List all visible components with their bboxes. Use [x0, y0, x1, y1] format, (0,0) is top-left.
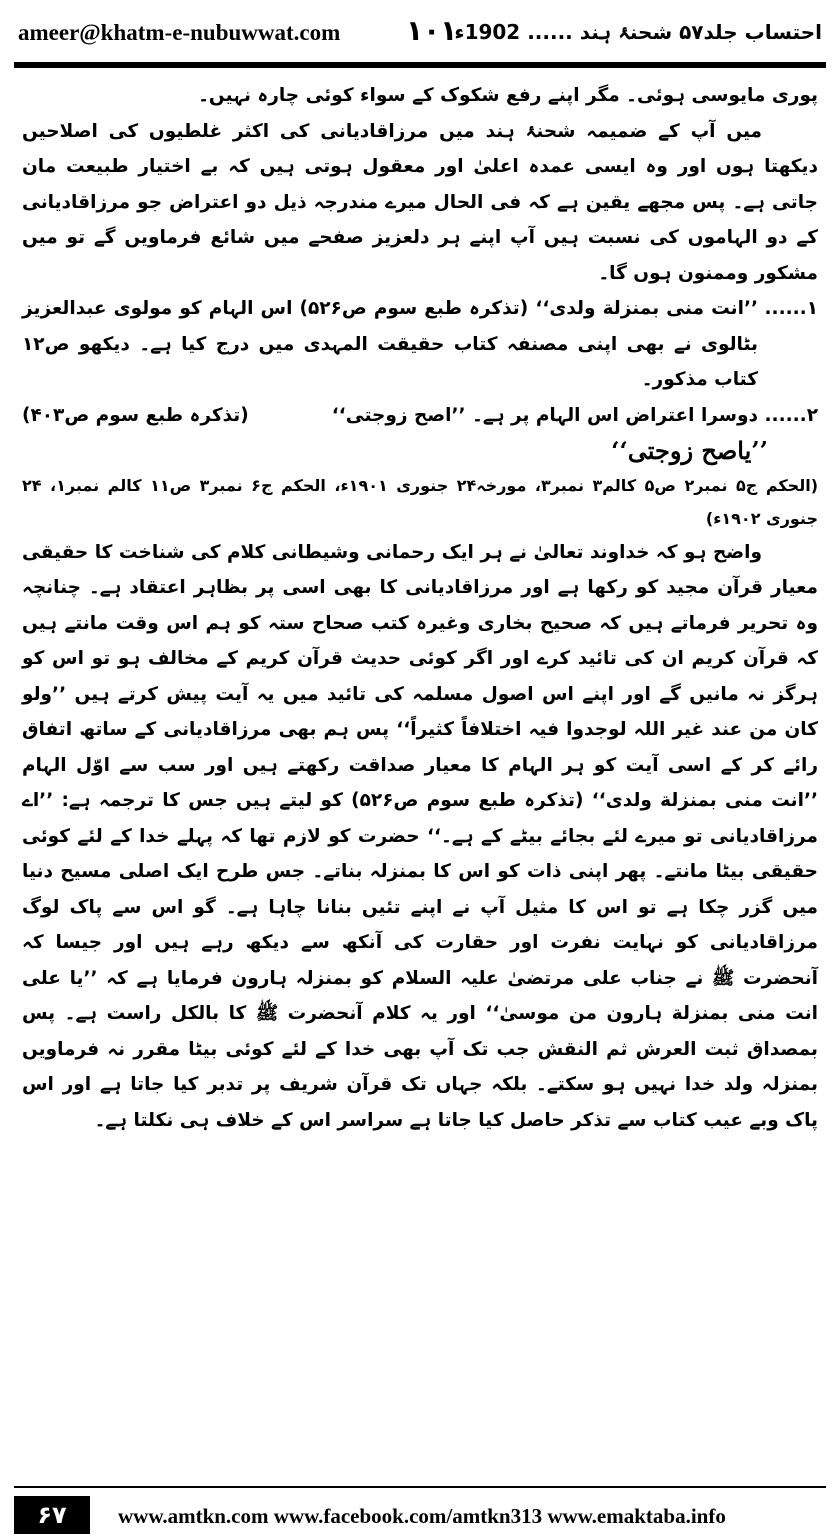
footer-rule: [14, 1486, 826, 1488]
paragraph-2: میں آپ کے ضمیمہ شحنۂ ہند میں مرزاقادیانی کی اکثر غلطیوں کی اصلاحیں دیکھتا ہوں اور وہ ایسی عمدہ اعلیٰ اور معقول ہوتی ہیں کہ بے اختیار طبیعت مان جاتی ہے۔ پس مجھے یقین ہے کہ فی الحال میرے مندرجہ ذیل دو اعتراض جو مرزاقادیانی کے دو الہاموں کی نسبت ہیں آپ اپنے ہر دلعزیز صفحے میں شائع فرماویں گے تو میں مشکور وممنون ہوں گا۔: [22, 120, 818, 284]
page-header: [14, 14, 826, 58]
header-email: ameer@khatm-e-nubuwwat.com: [18, 20, 341, 45]
objection-2-number: ۲......: [764, 404, 818, 426]
objection-1-number: ۱......: [764, 298, 818, 319]
objection-2: [22, 398, 818, 434]
objection-1-text: ’’انت منی بمنزلة ولدی‘‘ (تذکرہ طبع سوم ص۵۲۶) اس الہام کو مولوی عبدالعزیز بٹالوی نے بھی اپنی مصنفہ کتاب حقیقت المہدی میں درج کیا ہے۔ دیکھو ص۱۲ کتاب مذکور۔: [22, 298, 758, 390]
footer-links: www.amtkn.com www.facebook.com/amtkn313 www.emaktaba.info: [118, 1504, 726, 1528]
paragraph-3: واضح ہو کہ خداوند تعالیٰ نے ہر ایک رحمانی وشیطانی کلام کی شناخت کا حقیقی معیار قرآن مجید کو رکھا ہے اور مرزاقادیانی کا بھی اسی پر بظاہر اعتقاد ہے۔ چنانچہ وہ تحریر فرماتے ہیں کہ صحیح بخاری وغیرہ کتب صحاح ستہ کو ہم اس وقت مانتے ہیں کہ قرآن کریم ان کی تائید کرے اور اگر کوئی حدیث قرآن کریم کے مخالف ہو تو اس کو ہرگز نہ مانیں گے اور اپنے اس اصول مسلمہ کی تائید میں یہ آیت پیش کرتے ہیں ’’ولو کان من عند غیر اللہ لوجدوا فیہ اختلافاً کثیراً‘‘ پس ہم بھی مرزاقادیانی کے ساتھ اتفاق رائے کر کے اسی آیت کو ہر الہام کا معیار صداقت رکھتے ہیں اور سب سے اوّل الہام ’’انت منی بمنزلة ولدی‘‘ (تذکرہ طبع سوم ص۵۲۶) کو لیتے ہیں جس کا ترجمہ ہے: ’’اے مرزاقادیانی تو میرے لئے بجائے بیٹے کے ہے۔‘‘ حضرت کو لازم تھا کہ پہلے خدا کے لئے کوئی حقیقی بیٹا مانتے۔ پھر اپنی ذات کو اس کا بمنزلہ بناتے۔ جس طرح ایک اصلی مسیح دنیا میں گزر چکا ہے تو اس کا مثیل آپ نے اپنے تئیں بنانا چاہا ہے۔ گو اس سے پاک لوگ مرزاقادیانی کو نہایت نفرت اور حقارت کی آنکھ سے دیکھ رہے ہیں اور جیسا کہ آنحضرت ﷺ نے جناب علی مرتضیٰ علیہ السلام کو بمنزلہ ہارون فرمایا ہے کہ ’’یا علی انت منی بمنزلة ہارون من موسیٰ‘‘ اور یہ کلام آنحضرت ﷺ کا بالکل راست ہے۔ پس بمصداق ثبت العرش ثم النقش جب تک آپ بھی خدا کے لئے کوئی بیٹا مقرر نہ فرماویں بمنزلہ ولد خدا نہیں ہو سکتے۔ بلکہ جہاں تک قرآن شریف پر تدبر کیا جاتا ہے اور اس پاک وبے عیب کتاب سے تذکر حاصل کیا جاتا ہے سراسر اس کے خلاف ہی نکلتا ہے۔: [22, 541, 818, 1131]
paragraph-1: پوری مایوسی ہوئی۔ مگر اپنے رفع شکوک کے سواء کوئی چارہ نہیں۔: [198, 85, 818, 106]
objection-2-citation: (تذکرہ طبع سوم ص۴۰۳): [22, 404, 249, 426]
header-rule: [14, 62, 826, 68]
objection-2-text: دوسرا اعتراض اس الہام پر ہے۔ ’’اصح زوجتی‘‘: [331, 404, 758, 426]
footer-page-box: ۶۷: [14, 1496, 90, 1534]
reference-line: (الحکم ج۵ نمبر۲ ص۵ کالم۳ نمبر۳، مورخہ۲۴ جنوری ۱۹۰۱ء، الحکم ج۶ نمبر۳ ص۱۱ کالم نمبر۱، ۲۴ جنوری ۱۹۰۲ء): [22, 475, 819, 528]
objection-1: [22, 291, 818, 398]
header-book-title: احتساب جلد۵۷ شحنۂ ہند ...... 1902ء: [454, 20, 822, 44]
page-body: [22, 78, 818, 1138]
header-page-number: ۱۰۱: [406, 14, 458, 47]
ilham-quote: ’’یاصح زوجتی‘‘: [611, 436, 768, 465]
